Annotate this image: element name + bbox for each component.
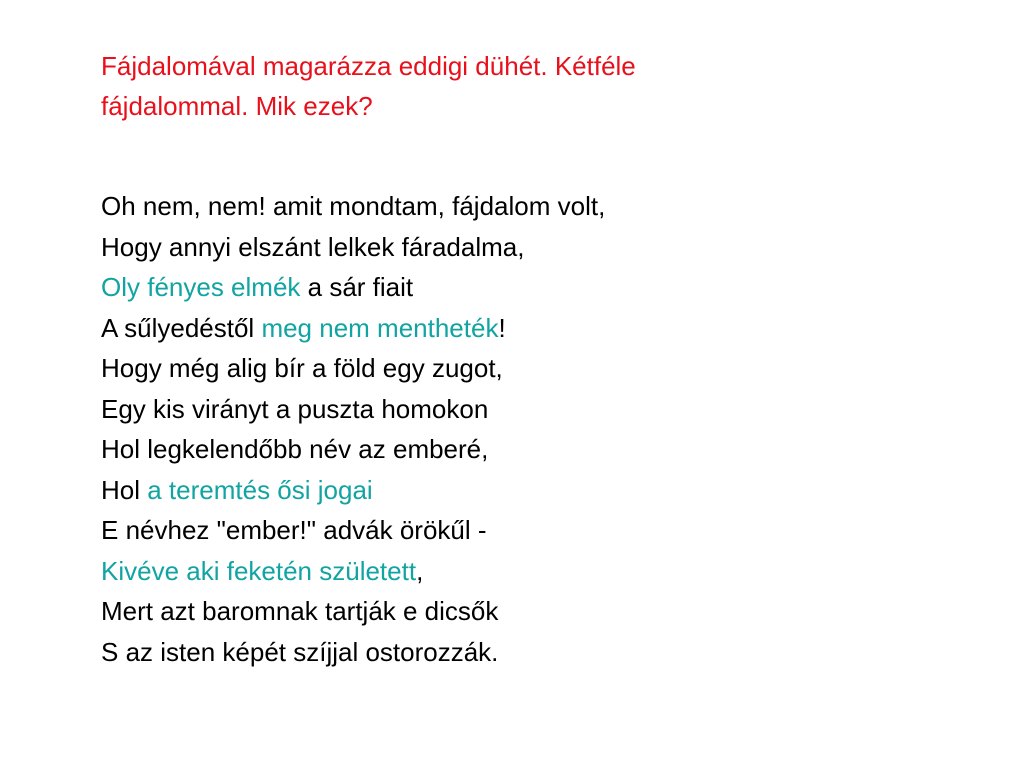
- poem-text: Hogy még alig bír a föld egy zugot,: [101, 353, 503, 383]
- poem-text: Egy kis virányt a puszta homokon: [101, 393, 489, 424]
- question-line-2: fájdalommal. Mik ezek?: [101, 91, 373, 121]
- poem-text: ,: [416, 555, 424, 586]
- poem-text: Hol legkelendőbb név az emberé,: [101, 434, 489, 464]
- poem-block: [101, 186, 961, 672]
- poem-line: [101, 591, 961, 632]
- poem-text: S az isten képét szíjjal ostorozzák.: [101, 636, 499, 667]
- poem-line: [101, 429, 961, 470]
- poem-line: [101, 348, 961, 389]
- poem-line: [101, 267, 961, 308]
- poem-line: [101, 632, 961, 673]
- poem-text: Hogy annyi elszánt lelkek fáradalma,: [101, 231, 525, 262]
- poem-text: Mert azt baromnak tartják e dicsők: [101, 596, 499, 626]
- poem-line: [101, 470, 961, 511]
- question-text: [101, 46, 961, 126]
- poem-text: E névhez "ember!" advák örökűl -: [101, 515, 487, 545]
- poem-line: [101, 510, 961, 551]
- poem-text: A sűlyedéstől: [101, 312, 262, 343]
- poem-line: [101, 551, 961, 592]
- poem-text: Oh nem, nem! amit mondtam, fájdalom volt,: [101, 191, 606, 221]
- poem-text: Hol: [101, 474, 148, 505]
- poem-line: [101, 389, 961, 430]
- poem-line: [101, 227, 961, 268]
- poem-line: [101, 186, 961, 227]
- highlighted-phrase: Oly fényes elmék: [101, 272, 301, 302]
- highlighted-phrase: meg nem mentheték: [261, 312, 499, 343]
- poem-text: a sár fiait: [300, 272, 414, 302]
- poem-line: [101, 308, 961, 349]
- highlighted-phrase: Kivéve aki feketén született: [101, 555, 417, 586]
- poem-text: !: [498, 312, 506, 343]
- question-line-1: Fájdalomával magarázza eddigi dühét. Kétféle: [101, 51, 636, 81]
- highlighted-phrase: a teremtés ősi jogai: [147, 474, 373, 505]
